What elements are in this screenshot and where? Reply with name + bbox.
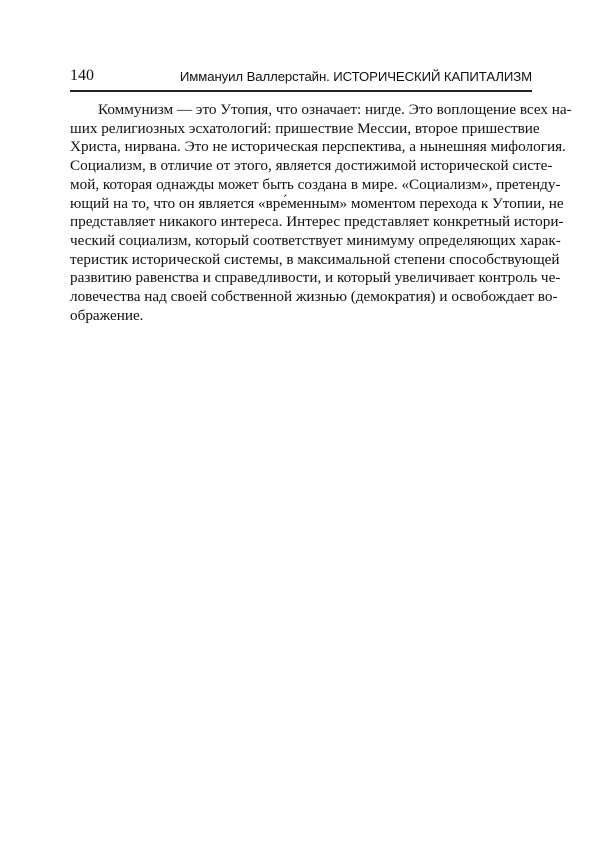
running-head	[70, 66, 532, 86]
text-line: ющий на то, что он является «вре́менным» моментом перехода к Утопии, не	[70, 194, 564, 212]
text-line: теристик исторической системы, в максимальной степени способствующей	[70, 250, 560, 268]
page-number: 140	[70, 67, 94, 84]
text-line: развитию равенства и справедливости, и который увеличивает контроль че-	[70, 269, 561, 287]
text-line: ловечества над своей собственной жизнью (демократия) и освобождает во-	[70, 288, 558, 306]
text-line: ображение.	[70, 306, 144, 324]
text-line: Коммунизм — это Утопия, что означает: нигде. Это воплощение всех на-	[98, 101, 572, 118]
text-line: представляет никакого интереса. Интерес представляет конкретный истори-	[70, 213, 564, 231]
text-line: Христа, нирвана. Это не историческая перспектива, а нынешняя мифология.	[70, 138, 566, 156]
paragraph	[70, 101, 572, 325]
running-title: Иммануил Валлерстайн. ИСТОРИЧЕСКИЙ КАПИТАЛИЗМ	[179, 69, 532, 84]
header-rule	[70, 90, 532, 92]
text-line: ших религиозных эсхатологий: пришествие Мессии, второе пришествие	[70, 119, 540, 137]
text-line: мой, которая однажды может быть создана в мире. «Социализм», претенду-	[70, 175, 561, 193]
text-line: ческий социализм, который соответствует минимуму определяющих харак-	[70, 231, 561, 249]
text-line: Социализм, в отличие от этого, является достижимой исторической систе-	[70, 157, 553, 175]
